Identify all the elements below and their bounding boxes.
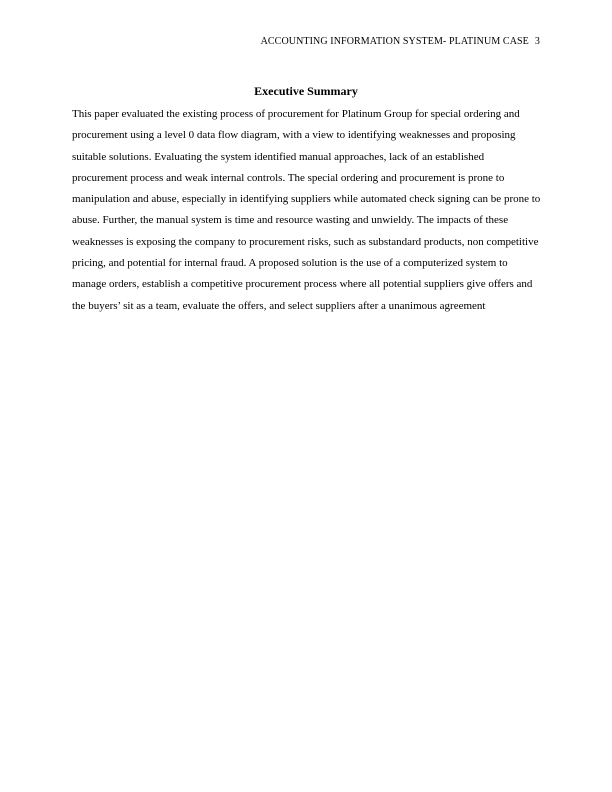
running-head-title: ACCOUNTING INFORMATION SYSTEM- PLATINUM CASE [260, 36, 529, 47]
section-title: Executive Summary [254, 84, 358, 98]
running-head [261, 36, 540, 47]
page-number: 3 [534, 36, 540, 47]
body-text [72, 104, 542, 317]
summary-paragraph: This paper evaluated the existing process of procurement for Platinum Group for special ordering and procurement using a level 0 data flow diagram, with a view to identifying weaknesses and proposing suitable solutions. Evaluating the system identified manual approaches, lack of an established procurement process and weak internal controls. The special ordering and procurement is prone to manipulation and abuse, especially in identifying suppliers while automated check signing can be prone to abuse. Further, the manual system is time and resource wasting and unwieldy. The impacts of these weaknesses is exposing the company to procurement risks, such as substandard products, non competitive pricing, and potential for internal fraud. A proposed solution is the use of a computerized system to manage orders, establish a competitive procurement process where all potential suppliers give offers and the buyers’ sit as a team, evaluate the offers, and select suppliers after a unanimous agreement [72, 108, 541, 312]
